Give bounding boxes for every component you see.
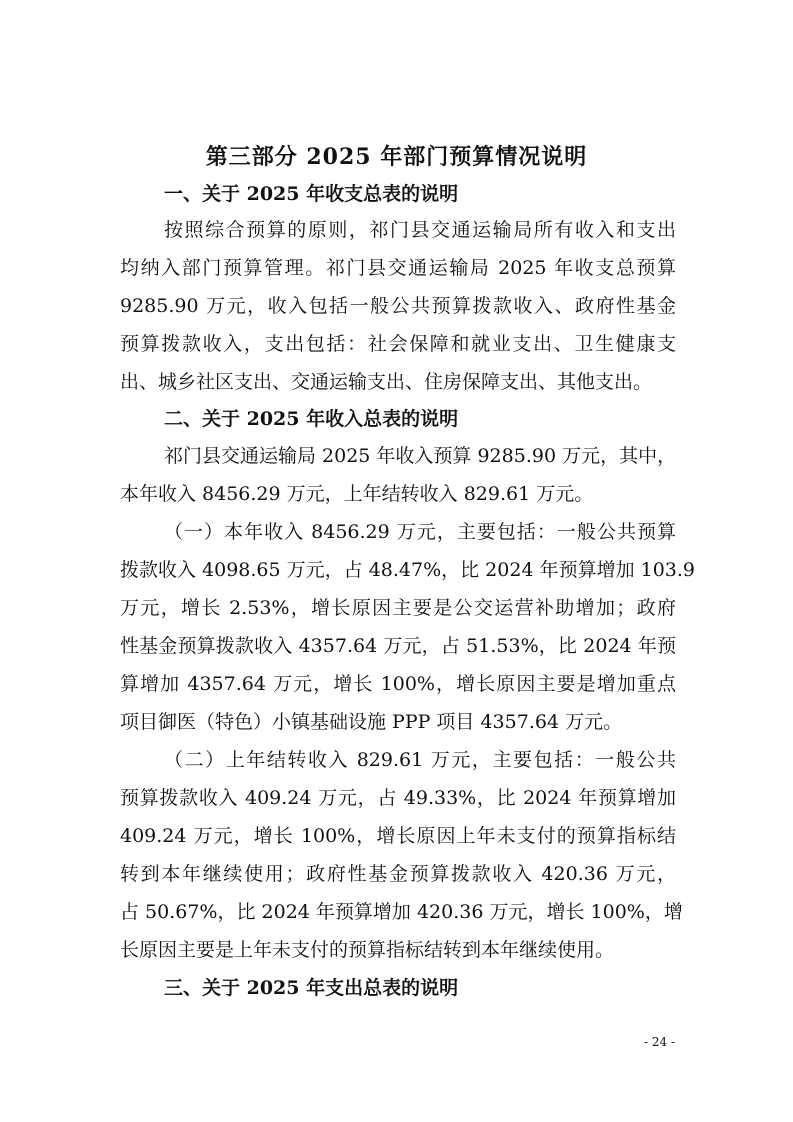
paragraph-line: （二）上年结转收入 829.61 万元，主要包括：一般公共 (164, 749, 676, 771)
paragraph-line: 万元，增长 2.53%，增长原因主要是公交运营补助增加；政府 (120, 597, 676, 619)
paragraph-line: 性基金预算拨款收入 4357.64 万元，占 51.53%，比 2024 年预 (120, 635, 676, 657)
paragraph-line: 预算拨款收入，支出包括：社会保障和就业支出、卫生健康支 (120, 333, 676, 355)
paragraph-line: 祁门县交通运输局 2025 年收入预算 9285.90 万元，其中， (164, 445, 677, 467)
page-number: - 24 - (643, 1035, 675, 1049)
paragraph-line: 转到本年继续使用；政府性基金预算拨款收入 420.36 万元， (120, 863, 676, 885)
paragraph-line: 占 50.67%，比 2024 年预算增加 420.36 万元，增长 100%，增 (120, 901, 683, 923)
paragraph-line: 出、城乡社区支出、交通运输支出、住房保障支出、其他支出。 (120, 371, 653, 393)
paragraph-line: 算增加 4357.64 万元，增长 100%，增长原因主要是增加重点 (120, 673, 676, 695)
paragraph-line: （一）本年收入 8456.29 万元，主要包括：一般公共预算 (164, 521, 676, 543)
section-heading-3: 三、关于 2025 年支出总表的说明 (164, 977, 459, 999)
paragraph-line: 长原因主要是上年未支付的预算指标结转到本年继续使用。 (120, 939, 615, 961)
page-title: 第三部分 2025 年部门预算情况说明 (205, 144, 588, 170)
section-heading-1: 一、关于 2025 年收支总表的说明 (164, 183, 459, 205)
section-heading-2: 二、关于 2025 年收入总表的说明 (164, 408, 459, 430)
paragraph-line: 本年收入 8456.29 万元，上年结转收入 829.61 万元。 (120, 483, 594, 505)
paragraph-line: 预算拨款收入 409.24 万元，占 49.33%，比 2024 年预算增加 (120, 787, 676, 809)
paragraph-line: 拨款收入 4098.65 万元，占 48.47%，比 2024 年预算增加 103.9 (120, 559, 696, 581)
paragraph-line: 409.24 万元，增长 100%，增长原因上年未支付的预算指标结 (120, 825, 676, 847)
paragraph-line: 项目御医（特色）小镇基础设施 PPP 项目 4357.64 万元。 (120, 711, 623, 733)
paragraph-line: 9285.90 万元，收入包括一般公共预算拨款收入、政府性基金 (120, 295, 676, 317)
paragraph-line: 按照综合预算的原则，祁门县交通运输局所有收入和支出 (164, 219, 676, 241)
paragraph-line: 均纳入部门预算管理。祁门县交通运输局 2025 年收支总预算 (120, 257, 676, 279)
